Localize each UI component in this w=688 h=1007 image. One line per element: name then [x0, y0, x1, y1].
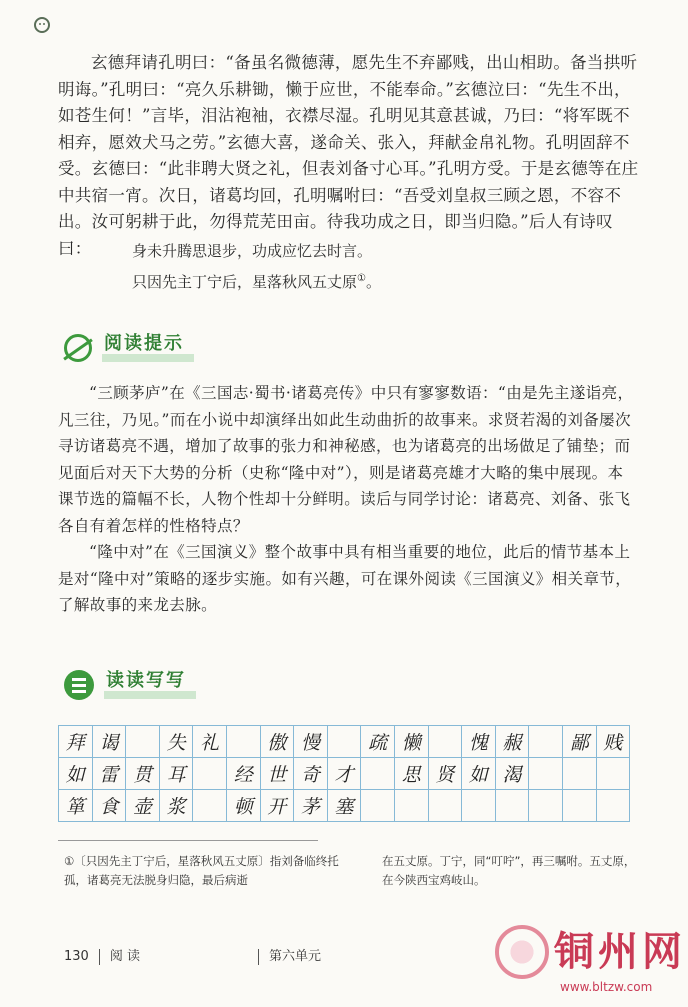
vocab-cell: 傲 [260, 726, 294, 758]
vocab-cell [495, 790, 529, 822]
watermark-url: www.bltzw.com [560, 980, 653, 994]
vocab-cell: 礼 [193, 726, 227, 758]
vocab-cell [462, 790, 496, 822]
vocab-cell [529, 726, 563, 758]
footer-divider [99, 949, 100, 965]
vocab-cell [361, 790, 395, 822]
vocab-cell: 箪 [59, 790, 93, 822]
vocab-cell: 谒 [92, 726, 126, 758]
vocab-cell: 渴 [495, 758, 529, 790]
vocab-cell [193, 758, 227, 790]
unit-label-wrap [258, 945, 321, 965]
watermark-logo-icon [495, 925, 549, 979]
list-icon [64, 670, 94, 700]
vocab-cell: 贤 [428, 758, 462, 790]
vocab-cell [428, 790, 462, 822]
vocab-cell: 奇 [294, 758, 328, 790]
vocab-cell [226, 726, 260, 758]
vocab-cell: 贱 [596, 726, 630, 758]
vocab-cell: 鄙 [562, 726, 596, 758]
vocab-cell [596, 758, 630, 790]
vocab-cell: 食 [92, 790, 126, 822]
vocab-cell [428, 726, 462, 758]
smiley-icon [34, 17, 50, 33]
vocab-cell: 经 [226, 758, 260, 790]
poem-line-2-end: 。 [365, 273, 381, 291]
footnote-left: ①〔只因先主丁宁后，星落秋风五丈原〕指刘备临终托孤，诸葛亮无法脱身归隐，最后病逝 [64, 854, 339, 887]
vocab-cell: 慢 [294, 726, 328, 758]
vocab-cell: 茅 [294, 790, 328, 822]
vocab-cell: 失 [159, 726, 193, 758]
vocab-cell [529, 790, 563, 822]
vocab-cell [529, 758, 563, 790]
vocab-cell: 疏 [361, 726, 395, 758]
read-write-header [64, 670, 196, 700]
vocab-cell: 世 [260, 758, 294, 790]
vocab-cell [193, 790, 227, 822]
vocab-cell: 拜 [59, 726, 93, 758]
vocab-cell [394, 790, 428, 822]
vocab-cell: 思 [394, 758, 428, 790]
book-part: 阅 读 [109, 949, 140, 964]
vocab-cell: 开 [260, 790, 294, 822]
unit-label: 第六单元 [269, 949, 322, 964]
tips-icon [64, 334, 92, 362]
vocab-cell [562, 758, 596, 790]
vocab-cell [596, 790, 630, 822]
vocab-cell: 如 [59, 758, 93, 790]
vocab-row [59, 790, 630, 822]
footnote-marker: ① [357, 273, 366, 284]
vocabulary-grid [58, 725, 630, 822]
poem [132, 238, 381, 296]
vocab-cell: 愧 [462, 726, 496, 758]
tips-paragraph-2: “隆中对”在《三国演义》整个故事中具有相当重要的地位，此后的情节基本上是对“隆中对”策略的逐步实施。如有兴趣，可在课外阅读《三国演义》相关章节，了解故事的来龙去脉。 [58, 543, 632, 614]
watermark-name: 铜州网 [554, 929, 686, 975]
story-paragraph: 玄德拜请孔明曰：“备虽名微德薄，愿先生不弃鄙贱，出山相助。备当拱听明诲。”孔明曰：“亮久乐耕锄，懒于应世，不能奉命。”玄德泣曰：“先生不出，如苍生何！”言毕，泪沾袍袖，衣襟尽湿。孔明见其意甚诚，乃曰：“将军既不相弃，愿效犬马之劳。”玄德大喜，遂命关、张入，拜献金帛礼物。孔明固辞不受。玄德曰：“此非聘大贤之礼，但表刘备寸心耳。”孔明方受。于是玄德等在庄中共宿一宵。次日，诸葛均回，孔明嘱咐曰：“吾受刘皇叔三顾之恩，不容不出。汝可躬耕于此，勿得荒芜田亩。待我功成之日，即当归隐。”后人有诗叹曰： [58, 53, 639, 258]
poem-line-2 [132, 265, 381, 296]
tips-paragraph-1: “三顾茅庐”在《三国志·蜀书·诸葛亮传》中只有寥寥数语：“由是先主遂诣亮，凡三往，乃见。”而在小说中却演绎出如此生动曲折的故事来。求贤若渴的刘备屡次寻访诸葛亮不遇，增加了故事的张力和神秘感，也为诸葛亮的出场做足了铺垫；而见面后对天下大势的分析（史称“隆中对”），则是诸葛亮雄才大略的集中展现。本课节选的篇幅不长，人物个性却十分鲜明。读后与同学讨论：诸葛亮、刘备、张飞各自有着怎样的性格特点？ [58, 384, 634, 535]
page-number: 130 [64, 949, 89, 964]
vocab-row [59, 726, 630, 758]
unit-divider [258, 949, 259, 965]
vocab-row [59, 758, 630, 790]
vocab-cell: 雷 [92, 758, 126, 790]
read-write-title: 读读写写 [104, 671, 196, 699]
reading-tips-body [58, 380, 638, 619]
vocab-cell: 如 [462, 758, 496, 790]
story-text [58, 50, 640, 262]
vocab-cell: 赧 [495, 726, 529, 758]
vocab-cell: 懒 [394, 726, 428, 758]
footnote-right: 在五丈原。丁宁，同“叮咛”，再三嘱咐。五丈原，在今陕西宝鸡岐山。 [382, 854, 636, 887]
page-footer [64, 945, 140, 965]
poem-line-2-text: 只因先主丁宁后，星落秋风五丈原 [132, 273, 358, 291]
vocab-cell [562, 790, 596, 822]
vocab-cell [126, 726, 160, 758]
vocab-cell: 壶 [126, 790, 160, 822]
vocab-cell: 浆 [159, 790, 193, 822]
poem-line-1: 身未升腾思退步，功成应忆去时言。 [132, 242, 373, 260]
vocab-cell: 塞 [327, 790, 361, 822]
reading-tips-title: 阅读提示 [102, 334, 194, 362]
vocab-cell: 才 [327, 758, 361, 790]
reading-tips-header [64, 334, 194, 362]
vocab-cell: 顿 [226, 790, 260, 822]
vocab-cell [361, 758, 395, 790]
vocab-cell: 贯 [126, 758, 160, 790]
vocab-cell [327, 726, 361, 758]
vocab-cell: 耳 [159, 758, 193, 790]
footnote-divider [58, 840, 318, 841]
